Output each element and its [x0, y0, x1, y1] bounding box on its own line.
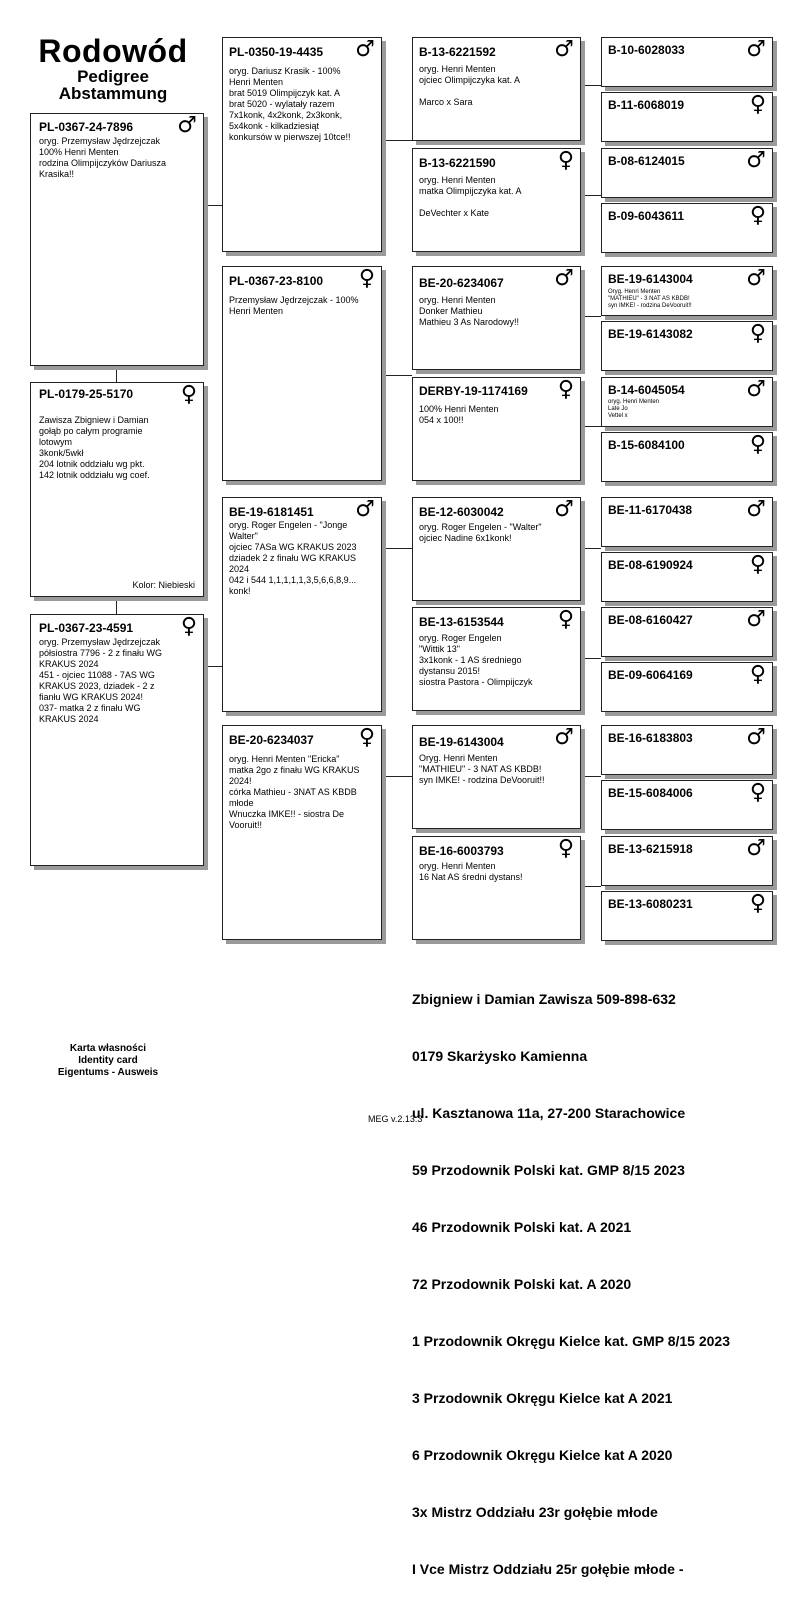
ring-number: B-13-6221592 [419, 45, 496, 59]
ring-number: BE-19-6143004 [419, 735, 504, 749]
owner-line: ul. Kasztanowa 11a, 27-200 Starachowice [412, 1105, 686, 1121]
gen3-card [412, 607, 581, 711]
gen4-card [601, 607, 773, 657]
connector-line [581, 886, 601, 887]
female-icon: ♀ [557, 377, 574, 402]
male-icon: ♂ [355, 37, 375, 62]
ring-number: PL-0367-24-7896 [39, 120, 134, 134]
male-icon: ♂ [355, 497, 375, 522]
ring-number: B-13-6221590 [419, 156, 496, 170]
card-label-en: Identity card [78, 1055, 138, 1066]
gen4-card [601, 148, 773, 198]
female-icon: ♀ [358, 266, 375, 291]
female-icon: ♀ [749, 321, 766, 346]
card-label-de: Eigentums - Ausweis [57, 1067, 159, 1078]
gen3-info: Oryg. Henri Menten "MATHIEU" - 3 NAT AS KBDB! syn IMKE! - rodzina DeVooruit!! [419, 753, 545, 785]
female-icon: ♀ [557, 607, 574, 632]
female-icon: ♀ [749, 432, 766, 457]
male-icon: ♂ [746, 836, 766, 861]
gen4-card [601, 891, 773, 941]
ring-number: BE-09-6064169 [608, 668, 693, 682]
male-icon: ♂ [746, 497, 766, 522]
gen3-info: oryg. Henri Menten Donker Mathieu Mathieu 3 As Narodowy!! [419, 295, 520, 327]
ring-number: BE-13-6215918 [608, 842, 693, 856]
connector-line [581, 85, 601, 86]
dam-top-info: oryg. Przemysław Jędrzejczak półsiostra 7796 - 2 z finału WG KRAKUS 2024 451 - ojciec 11088 - 7AS WG KRAKUS 2023, dziadek - 2 z fianłu WG KRAKUS 2024! 037- matka 2 z finału WG KRAKUS 2024 [39, 637, 163, 724]
connector-line [382, 548, 412, 549]
owner-line: I Vce Mistrz Oddziału 25r gołębie młode - [412, 1561, 684, 1577]
ring-number: PL-0179-25-5170 [39, 387, 134, 401]
female-icon: ♀ [749, 662, 766, 687]
owner-line: 59 Przodownik Polski kat. GMP 8/15 2023 [412, 1162, 685, 1178]
ring-number: BE-15-6084006 [608, 786, 693, 800]
male-icon: ♂ [554, 37, 574, 62]
male-icon: ♂ [746, 148, 766, 173]
ring-number: BE-19-6143004 [608, 272, 693, 286]
male-icon: ♂ [746, 266, 766, 291]
gen4-card [601, 321, 773, 371]
gen3-card [412, 148, 581, 252]
dam-card [30, 382, 204, 597]
ring-number: BE-19-6143082 [608, 327, 693, 341]
gen3-info: 100% Henri Menten 054 x 100!! [419, 404, 499, 425]
dam-top-card [30, 614, 204, 866]
owner-line: 1 Przodownik Okręgu Kielce kat. GMP 8/15 2023 [412, 1333, 730, 1349]
ring-number: B-10-6028033 [608, 43, 685, 57]
ring-number: DERBY-19-1174169 [419, 384, 528, 398]
gen3-card [412, 266, 581, 370]
female-icon: ♀ [557, 836, 574, 861]
gen3-card [412, 836, 581, 940]
ring-number: B-15-6084100 [608, 438, 685, 452]
gen3-card [412, 725, 581, 829]
female-icon: ♀ [180, 614, 197, 639]
connector-line [581, 316, 601, 317]
connector-line [581, 548, 601, 549]
owner-line: 72 Przodownik Polski kat. A 2020 [412, 1276, 632, 1292]
page-title: Rodowód [38, 33, 188, 69]
version-footer: MEG v.2.13.3 [368, 1114, 423, 1124]
owner-line: 0179 Skarżysko Kamienna [412, 1048, 588, 1064]
ring-number: BE-16-6003793 [419, 844, 504, 858]
connector-line [116, 366, 117, 382]
male-icon: ♂ [554, 266, 574, 291]
connector-line [581, 426, 601, 427]
gen3-card [412, 377, 581, 481]
card-label-pl: Karta własności [69, 1043, 147, 1054]
male-icon: ♂ [746, 607, 766, 632]
female-icon: ♀ [557, 148, 574, 173]
gen4-card [601, 552, 773, 602]
gen2-info: oryg. Henri Menten "Ericka" matka 2go z finału WG KRAKUS 2024! córka Mathieu - 3NAT AS KBDB młode Wnuczka IMKE!! - siostra De Vooruit!! [229, 754, 360, 830]
ring-number: PL-0367-23-8100 [229, 274, 324, 288]
gen3-info: oryg. Henri Menten 16 Nat AS średni dystans! [419, 861, 523, 882]
ring-number: BE-16-6183803 [608, 731, 693, 745]
gen4-card [601, 836, 773, 886]
gen4-info: oryg. Henri Menten Late Jo Vettel x [608, 399, 660, 419]
gen4-card [601, 780, 773, 830]
identity-card-label [28, 1043, 188, 1079]
female-icon: ♀ [749, 203, 766, 228]
gen3-info: oryg. Roger Engelen - "Walter" ojciec Nadine 6x1konk! [419, 522, 542, 543]
owner-info [412, 952, 730, 1598]
gen4-card [601, 203, 773, 253]
bird-info: oryg. Przemysław Jędrzejczak 100% Henri Menten rodzina Olimpijczyków Dariusza Krasika!! [39, 136, 167, 179]
gen3-card [412, 497, 581, 601]
male-icon: ♂ [177, 113, 197, 138]
connector-line [581, 658, 601, 659]
sire-info: oryg. Dariusz Krasik - 100% Henri Menten brat 5019 Olimpijczyk kat. A brat 5020 - wylatały razem 7x1konk, 4x2konk, 2x3konk, 5x4konk - kilkadziesiąt konkursów w pierwszej 10tce!! [229, 66, 351, 142]
owner-line: 3x Mistrz Oddziału 23r gołębie młode [412, 1504, 658, 1520]
female-icon: ♀ [180, 382, 197, 407]
gen4-card [601, 497, 773, 547]
ring-number: BE-11-6170438 [608, 503, 693, 517]
male-icon: ♂ [554, 725, 574, 750]
ring-number: B-08-6124015 [608, 154, 685, 168]
gen2-card [222, 497, 382, 712]
ring-number: BE-19-6181451 [229, 505, 314, 519]
ring-number: B-09-6043611 [608, 209, 685, 223]
gen4-card [601, 266, 773, 316]
connector-line [382, 776, 412, 777]
ring-number: PL-0350-19-4435 [229, 45, 324, 59]
female-icon: ♀ [749, 92, 766, 117]
connector-line [382, 140, 412, 141]
color-label: Kolor: Niebieski [132, 580, 195, 590]
gen2-info: oryg. Roger Engelen - "Jonge Walter" ojciec 7ASa WG KRAKUS 2023 dziadek 2 z finału WG KRAKUS 2024 042 i 544 1,1,1,1,1,3,5,6,6,8,9... konk! [229, 520, 357, 596]
male-icon: ♂ [746, 377, 766, 402]
gen2-info: Przemysław Jędrzejczak - 100% Henri Menten [229, 295, 359, 316]
gen4-card [601, 725, 773, 775]
connector-line [204, 666, 222, 667]
title-block [28, 34, 198, 102]
page-subtitle-de: Abstammung [58, 84, 168, 103]
ring-number: BE-12-6030042 [419, 505, 504, 519]
gen4-card [601, 92, 773, 142]
dam-info: Zawisza Zbigniew i Damian gołąb po całym programie lotowym 3konk/5wkł 204 lotnik oddziału wg pkt. 142 lotnik oddziału wg coef. [39, 415, 150, 480]
gen4-card [601, 37, 773, 87]
gen3-info: oryg. Henri Menten matka Olimpijczyka kat. A DeVechter x Kate [419, 175, 522, 218]
female-icon: ♀ [749, 552, 766, 577]
male-icon: ♂ [746, 725, 766, 750]
bird-card [30, 113, 204, 366]
gen3-card [412, 37, 581, 141]
ring-number: BE-13-6153544 [419, 615, 504, 629]
female-icon: ♀ [749, 780, 766, 805]
gen2-card [222, 266, 382, 481]
gen4-card [601, 662, 773, 712]
ring-number: B-11-6068019 [608, 98, 685, 112]
ring-number: BE-08-6160427 [608, 613, 693, 627]
ring-number: BE-08-6190924 [608, 558, 693, 572]
gen4-info: Oryg. Henri Menten "MATHIEU" - 3 NAT AS KBDB! syn IMKE! - rodzina DeVooruit!! [608, 289, 692, 309]
ring-number: B-14-6045054 [608, 383, 685, 397]
gen3-info: oryg. Roger Engelen "Wittik 13" 3x1konk - 1 AS średniego dystansu 2015! siostra Pastora - Olimpijczyk [419, 633, 533, 687]
owner-line: Zbigniew i Damian Zawisza 509-898-632 [412, 991, 676, 1007]
connector-line [382, 375, 412, 376]
ring-number: BE-13-6080231 [608, 897, 693, 911]
gen3-info: oryg. Henri Menten ojciec Olimpijczyka kat. A Marco x Sara [419, 64, 521, 107]
connector-line [581, 776, 601, 777]
page-subtitle-en: Pedigree [77, 67, 149, 86]
owner-line: 46 Przodownik Polski kat. A 2021 [412, 1219, 632, 1235]
owner-line: 3 Przodownik Okręgu Kielce kat A 2021 [412, 1390, 673, 1406]
connector-line [204, 205, 222, 206]
owner-line: 6 Przodownik Okręgu Kielce kat A 2020 [412, 1447, 673, 1463]
connector-line [116, 597, 117, 614]
ring-number: PL-0367-23-4591 [39, 621, 134, 635]
male-icon: ♂ [746, 37, 766, 62]
male-icon: ♂ [554, 497, 574, 522]
ring-number: BE-20-6234037 [229, 733, 314, 747]
gen4-card [601, 377, 773, 427]
connector-line [581, 195, 601, 196]
sire-card [222, 37, 382, 252]
female-icon: ♀ [749, 891, 766, 916]
ring-number: BE-20-6234067 [419, 276, 504, 290]
gen4-card [601, 432, 773, 482]
gen2-card [222, 725, 382, 940]
female-icon: ♀ [358, 725, 375, 750]
